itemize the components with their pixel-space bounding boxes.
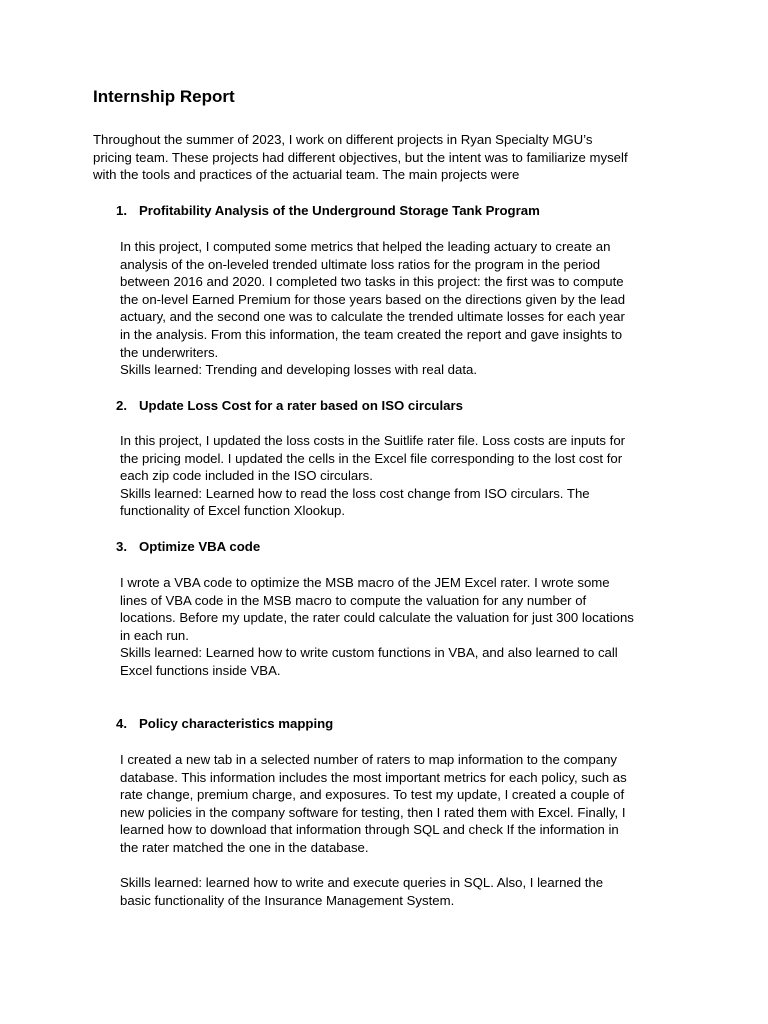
- intro-paragraph: Throughout the summer of 2023, I work on different projects in Ryan Specialty MGU’s pricing team. These projects had different objectives, but the intent was to familiarize myself with the tools and practices of the actuarial team. The main projects were: [93, 132, 628, 183]
- section-heading-1: [116, 202, 540, 220]
- section-title-1: Profitability Analysis of the Underground Storage Tank Program: [139, 203, 540, 218]
- section-heading-2: [116, 397, 463, 415]
- section-body-1: In this project, I computed some metrics that helped the leading actuary to create an analysis of the on-leveled trended ultimate loss ratios for the program in the period between 2016 and 2020. I completed two tasks in this project: the first was to compute the on-level Earned Premium for those years based on the directions given by the lead actuary, and the second one was to calculate the trended ultimate losses for each year in the analysis. From this information, the team created the report and gave insights to the underwriters. Skills learned: Trending and developing losses with real data.: [120, 239, 626, 378]
- section-title-2: Update Loss Cost for a rater based on ISO circulars: [139, 398, 463, 413]
- section-title-4: Policy characteristics mapping: [139, 716, 334, 731]
- section-body-3: I wrote a VBA code to optimize the MSB macro of the JEM Excel rater. I wrote some lines of VBA code in the MSB macro to compute the valuation for any number of locations. Before my update, the rater could calculate the valuation for just 300 locations in each run. Skills learned: Learned how to write custom functions in VBA, and also learned to call Excel functions inside VBA.: [120, 575, 634, 678]
- page-title: Internship Report: [93, 87, 235, 106]
- section-number-2: 2.: [116, 398, 127, 413]
- section-number-3: 3.: [116, 539, 127, 554]
- section-number-1: 1.: [116, 203, 127, 218]
- section-body-2: In this project, I updated the loss costs in the Suitlife rater file. Loss costs are inputs for the pricing model. I updated the cells in the Excel file corresponding to the lost cost for each zip code included in the ISO circulars. Skills learned: Learned how to read the loss cost change from ISO circulars. The functionality of Excel function Xlookup.: [120, 433, 626, 519]
- section-number-4: 4.: [116, 716, 127, 731]
- section-body-4: I created a new tab in a selected number of raters to map information to the company database. This information includes the most important metrics for each policy, such as rate change, premium charge, and exposures. To test my update, I created a couple of new policies in the company software for testing, then I rated them with Excel. Finally, I learned how to download that information through SQL and check If the information in the rater matched the one in the database. Skills learned: learned how to write and execute queries in SQL. Also, I learned the basic functionality of the Insurance Management System.: [120, 752, 627, 908]
- section-heading-3: [116, 538, 260, 556]
- section-heading-4: [116, 715, 333, 733]
- section-title-3: Optimize VBA code: [139, 539, 261, 554]
